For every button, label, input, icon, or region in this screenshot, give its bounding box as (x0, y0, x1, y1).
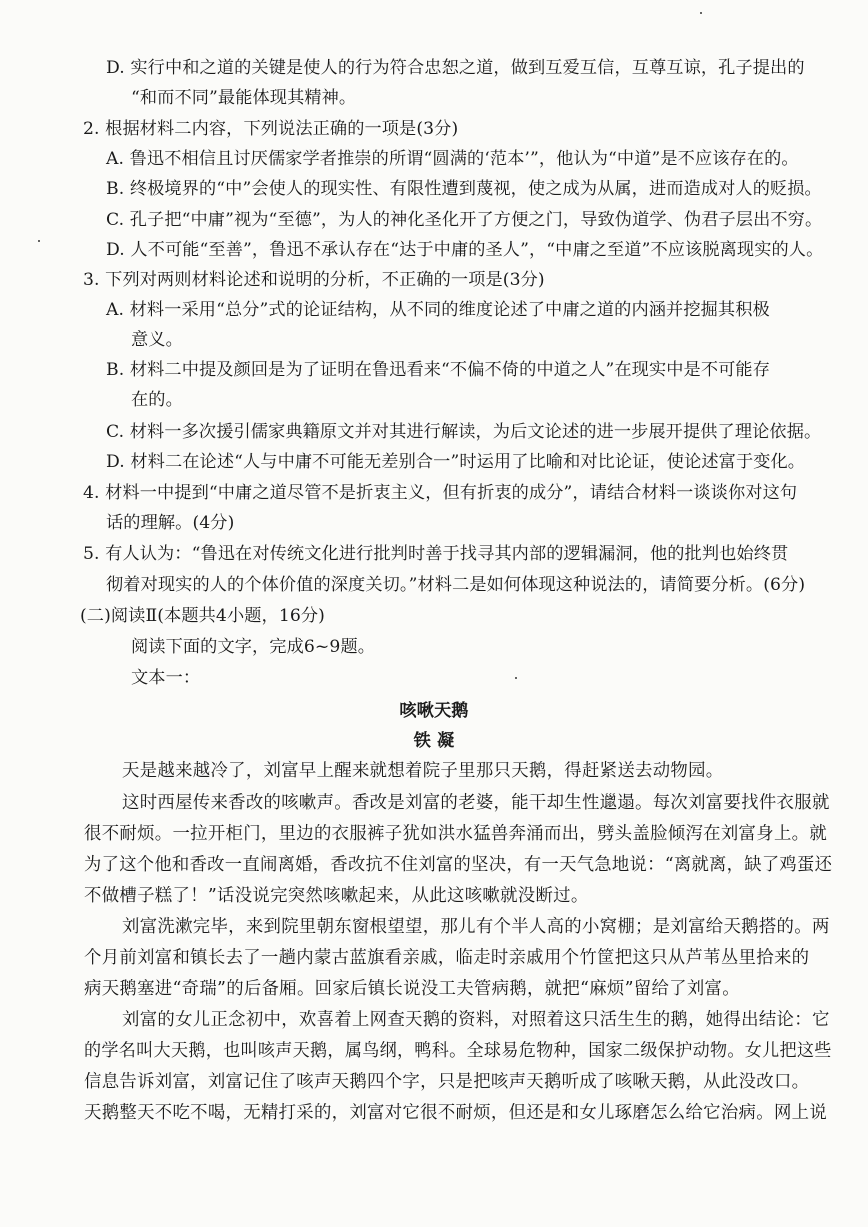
q2-stem: 2. 根据材料二内容，下列说法正确的一项是(3分) (83, 119, 459, 139)
q5-line-2: 彻着对现实的人的个体价值的深度关切。”材料二是如何体现这种说法的，请简要分析。(6分) (106, 575, 806, 595)
story-line-4: 为了这个他和香改一直闹离婚，香改抗不住刘富的坚决，有一天气急地说：“离就离，缺了鸡蛋还 (84, 855, 833, 875)
q3-option-b-line-1: B. 材料二中提及颜回是为了证明在鲁迅看来“不偏不倚的中道之人”在现实中是不可能存 (106, 360, 770, 380)
story-line-9: 刘富的女儿正念初中，欢喜着上网查天鹅的资料，对照着这只活生生的鹅，她得出结论：它 (122, 1010, 830, 1030)
story-line-1: 天是越来越冷了，刘富早上醒来就想着院子里那只天鹅，得赶紧送去动物园。 (122, 761, 724, 781)
section-heading: (二)阅读Ⅱ(本题共4小题，16分) (80, 606, 325, 626)
story-author: 铁 凝 (413, 731, 455, 751)
q3-option-a-line-1: A. 材料一采用“总分”式的论证结构，从不同的维度论述了中庸之道的内涵并挖掘其积极 (106, 300, 770, 320)
scan-speck (700, 12, 702, 14)
q1-option-d-line-2: “和而不同”最能体现其精神。 (131, 88, 357, 108)
scan-speck (38, 240, 40, 242)
q3-stem: 3. 下列对两则材料论述和说明的分析，不正确的一项是(3分) (83, 270, 545, 290)
text-one-label: 文本一： (131, 668, 201, 688)
q4-line-1: 4. 材料一中提到“中庸之道尽管不是折衷主义，但有折衷的成分”，请结合材料一谈谈你对这句 (83, 483, 798, 503)
story-line-8: 病天鹅塞进“奇瑞”的后备厢。回家后镇长说没工夫管病鹅，就把“麻烦”留给了刘富。 (84, 979, 740, 999)
q2-option-a: A. 鲁迅不相信且讨厌儒家学者推崇的所谓“圆满的‘范本’”，他认为“中道”是不应该存在的。 (106, 149, 799, 169)
q1-option-d-line-1: D. 实行中和之道的关键是使人的行为符合忠恕之道，做到互爱互信，互尊互谅，孔子提出的 (106, 58, 805, 78)
story-line-2: 这时西屋传来香改的咳嗽声。香改是刘富的老婆，能干却生性邋遢。每次刘富要找件衣服就 (122, 793, 830, 813)
q3-option-d: D. 材料二在论述“人与中庸不可能无差别合一”时运用了比喻和对比论证，使论述富于变化。 (106, 452, 806, 472)
story-line-6: 刘富洗漱完毕，来到院里朝东窗根望望，那儿有个半人高的小窝棚；是刘富给天鹅搭的。两 (122, 917, 830, 937)
story-title: 咳啾天鹅 (399, 701, 469, 721)
story-line-3: 很不耐烦。一拉开柜门，里边的衣服裤子犹如洪水猛兽奔涌而出，劈头盖脸倾泻在刘富身上。就 (84, 824, 828, 844)
q5-line-1: 5. 有人认为：“鲁迅在对传统文化进行批判时善于找寻其内部的逻辑漏洞，他的批判也始终贯 (83, 544, 789, 564)
story-line-12: 天鹅整天不吃不喝，无精打采的，刘富对它很不耐烦，但还是和女儿琢磨怎么给它治病。网上说 (84, 1103, 828, 1123)
story-line-11: 信息告诉刘富，刘富记住了咳声天鹅四个字，只是把咳声天鹅听成了咳啾天鹅，从此没改口。 (84, 1072, 810, 1092)
q3-option-a-line-2: 意义。 (131, 330, 183, 350)
story-line-5: 不做槽子糕了！”话没说完突然咳嗽起来，从此这咳嗽就没断过。 (84, 886, 589, 906)
q4-line-2: 话的理解。(4分) (106, 513, 235, 533)
q2-option-b: B. 终极境界的“中”会使人的现实性、有限性遭到蔑视，使之成为从属，进而造成对人的贬损。 (106, 179, 822, 199)
q3-option-b-line-2: 在的。 (131, 390, 183, 410)
section-instruction: 阅读下面的文字，完成6~9题。 (131, 637, 376, 657)
q2-option-d: D. 人不可能“至善”，鲁迅不承认存在“达于中庸的圣人”，“中庸之至道”不应该脱离现实的人。 (106, 240, 824, 260)
story-line-7: 个月前刘富和镇长去了一趟内蒙古蓝旗看亲戚，临走时亲戚用个竹筐把这只从芦苇丛里拾来的 (84, 948, 810, 968)
scan-speck (515, 677, 517, 679)
q2-option-c: C. 孔子把“中庸”视为“至德”，为人的神化圣化开了方便之门，导致伪道学、伪君子层出不穷。 (106, 210, 823, 230)
story-line-10: 的学名叫大天鹅，也叫咳声天鹅，属鸟纲，鸭科。全球易危物种，国家二级保护动物。女儿把这些 (84, 1041, 832, 1061)
q3-option-c: C. 材料一多次援引儒家典籍原文并对其进行解读，为后文论述的进一步展开提供了理论依据。 (106, 422, 822, 442)
